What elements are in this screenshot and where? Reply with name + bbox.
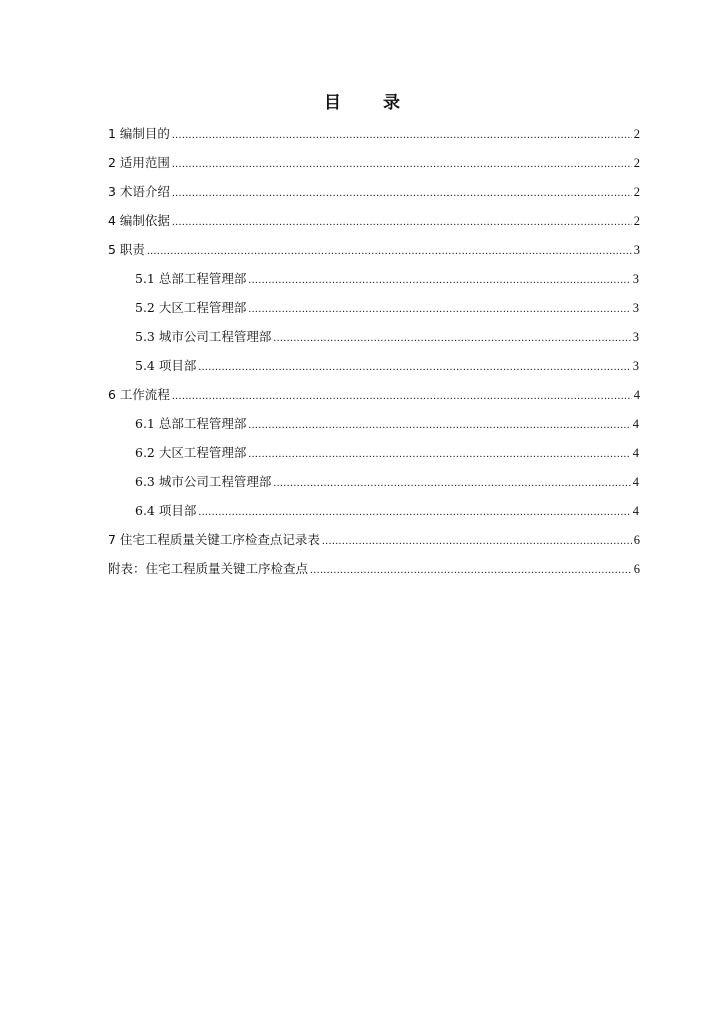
dot-leader xyxy=(273,328,630,348)
dot-leader xyxy=(310,560,632,580)
dot-leader xyxy=(198,357,630,377)
dot-leader xyxy=(248,270,630,290)
dot-leader xyxy=(172,125,632,145)
toc-entry-page-number: 3 xyxy=(632,301,639,315)
toc-entry-label: 5 职责 xyxy=(108,242,145,257)
toc-entry-page-number: 4 xyxy=(632,475,639,489)
toc-entry-page-number: 4 xyxy=(633,388,640,402)
dot-leader xyxy=(248,415,630,435)
dot-leader xyxy=(273,473,630,493)
dot-leader xyxy=(322,531,632,551)
toc-entry-page-number: 2 xyxy=(633,214,640,228)
toc-entry-label: 7 住宅工程质量关键工序检查点记录表 xyxy=(108,532,320,547)
toc-entry-page-number: 6 xyxy=(633,562,640,576)
dot-leader xyxy=(198,502,630,522)
toc-subentry[interactable] xyxy=(135,327,639,347)
toc-entry-label: 6.4 项目部 xyxy=(135,503,197,518)
toc-entry-page-number: 6 xyxy=(633,533,640,547)
toc-entry[interactable] xyxy=(108,385,640,405)
toc-entry-label: 6 工作流程 xyxy=(108,387,170,402)
toc-entry-page-number: 2 xyxy=(633,156,640,170)
dot-leader xyxy=(172,386,632,406)
toc-subentry[interactable] xyxy=(135,501,639,521)
toc-entry-page-number: 3 xyxy=(632,330,639,344)
toc-entry-label: 6.3 城市公司工程管理部 xyxy=(135,474,272,489)
toc-entry-label: 1 编制目的 xyxy=(108,126,170,141)
toc-entry-page-number: 2 xyxy=(633,185,640,199)
toc-entry-label: 5.2 大区工程管理部 xyxy=(135,300,247,315)
toc-entry-page-number: 4 xyxy=(632,446,639,460)
toc-subentry[interactable] xyxy=(135,443,639,463)
toc-entry[interactable] xyxy=(108,559,640,579)
toc-entry-label: 5.4 项目部 xyxy=(135,358,197,373)
toc-entry-page-number: 3 xyxy=(632,272,639,286)
toc-entry[interactable] xyxy=(108,211,640,231)
dot-leader xyxy=(248,299,630,319)
toc-entry-page-number: 4 xyxy=(632,504,639,518)
toc-entry-label: 6.1 总部工程管理部 xyxy=(135,416,247,431)
toc-entry-page-number: 2 xyxy=(633,127,640,141)
dot-leader xyxy=(172,212,632,232)
toc-entry-label: 4 编制依据 xyxy=(108,213,170,228)
toc-subentry[interactable] xyxy=(135,472,639,492)
toc-entry-page-number: 3 xyxy=(632,359,639,373)
dot-leader xyxy=(248,444,630,464)
dot-leader xyxy=(147,241,632,261)
dot-leader xyxy=(172,183,632,203)
toc-entry[interactable] xyxy=(108,153,640,173)
toc-entry-label: 5.3 城市公司工程管理部 xyxy=(135,329,272,344)
toc-entry-label: 5.1 总部工程管理部 xyxy=(135,271,247,286)
toc-entry-label: 6.2 大区工程管理部 xyxy=(135,445,247,460)
toc-subentry[interactable] xyxy=(135,269,639,289)
toc-entry[interactable] xyxy=(108,124,640,144)
dot-leader xyxy=(172,154,632,174)
toc-entry-page-number: 3 xyxy=(633,243,640,257)
toc-entry-label: 2 适用范围 xyxy=(108,155,170,170)
toc-subentry[interactable] xyxy=(135,414,639,434)
toc-subentry[interactable] xyxy=(135,298,639,318)
page-title: 目 录 xyxy=(324,93,418,113)
toc-entry-page-number: 4 xyxy=(632,417,639,431)
toc-entry[interactable] xyxy=(108,530,640,550)
toc-entry[interactable] xyxy=(108,240,640,260)
toc-entry-label: 附表：住宅工程质量关键工序检查点 xyxy=(108,561,309,576)
toc-entry-label: 3 术语介绍 xyxy=(108,184,170,199)
toc-subentry[interactable] xyxy=(135,356,639,376)
toc-entry[interactable] xyxy=(108,182,640,202)
